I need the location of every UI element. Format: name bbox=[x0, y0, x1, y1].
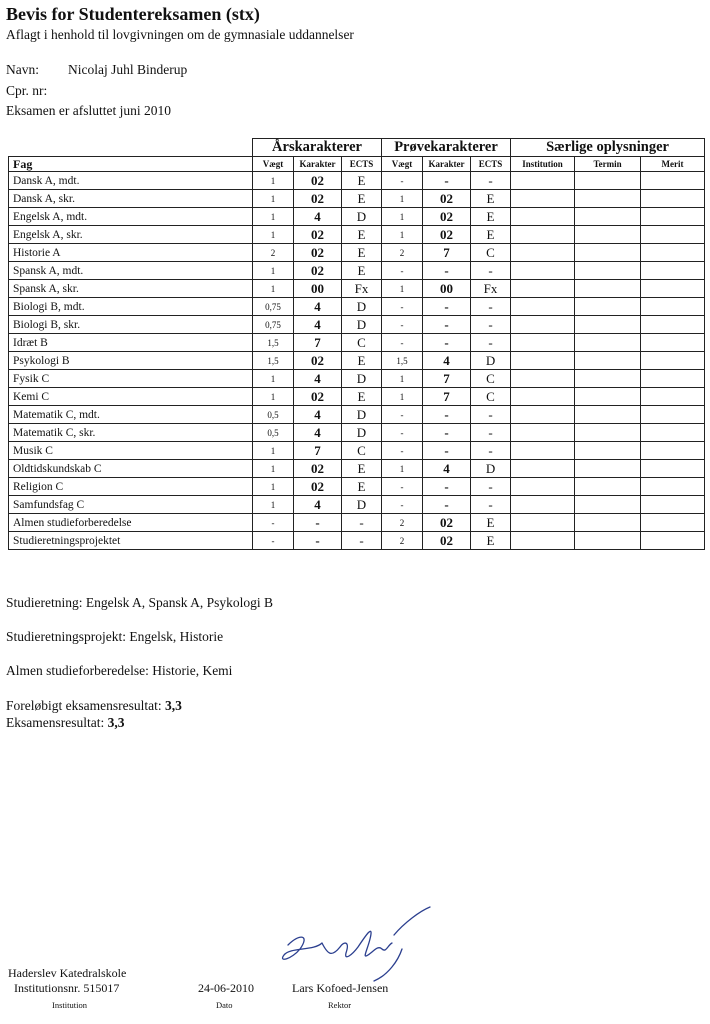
subject-cell: Samfundsfag C bbox=[9, 496, 253, 514]
subject-cell: Almen studieforberedelse bbox=[9, 514, 253, 532]
aars-karakter-cell: 7 bbox=[294, 442, 342, 460]
prove-ects-cell: - bbox=[471, 406, 511, 424]
name-label: Navn: bbox=[6, 62, 39, 77]
prove-karakter-cell: - bbox=[423, 172, 471, 190]
institution-cell bbox=[511, 496, 575, 514]
student-name-row bbox=[6, 62, 187, 78]
subject-cell: Fysik C bbox=[9, 370, 253, 388]
prove-karakter-cell: 02 bbox=[423, 208, 471, 226]
prove-karakter-cell: - bbox=[423, 424, 471, 442]
prove-karakter-cell: - bbox=[423, 442, 471, 460]
institution-cell bbox=[511, 190, 575, 208]
merit-cell bbox=[641, 352, 705, 370]
aars-ects-cell: - bbox=[342, 532, 382, 550]
prove-ects-cell: - bbox=[471, 478, 511, 496]
header-prove-vaegt: Vægt bbox=[382, 157, 423, 172]
aars-vaegt-cell: 1 bbox=[253, 478, 294, 496]
preliminary-result-value: 3,3 bbox=[164, 698, 182, 713]
aars-ects-cell: E bbox=[342, 388, 382, 406]
aars-karakter-cell: 02 bbox=[294, 460, 342, 478]
prove-karakter-cell: - bbox=[423, 496, 471, 514]
merit-cell bbox=[641, 172, 705, 190]
prove-vaegt-cell: - bbox=[382, 442, 423, 460]
table-row bbox=[9, 172, 705, 190]
termin-cell bbox=[575, 496, 641, 514]
date-value: 24-06-2010 bbox=[198, 981, 254, 995]
prove-ects-cell: - bbox=[471, 496, 511, 514]
aars-karakter-cell: 4 bbox=[294, 370, 342, 388]
header-prove-ects: ECTS bbox=[471, 157, 511, 172]
aars-karakter-cell: 4 bbox=[294, 496, 342, 514]
header-aars-vaegt: Vægt bbox=[253, 157, 294, 172]
aars-ects-cell: - bbox=[342, 514, 382, 532]
termin-cell bbox=[575, 190, 641, 208]
institution-cell bbox=[511, 208, 575, 226]
prove-ects-cell: E bbox=[471, 226, 511, 244]
institution-cell bbox=[511, 478, 575, 496]
institution-cell bbox=[511, 370, 575, 388]
rector-name: Lars Kofoed-Jensen bbox=[292, 981, 389, 995]
subject-cell: Engelsk A, skr. bbox=[9, 226, 253, 244]
studieretningsprojekt-note: Studieretningsprojekt: Engelsk, Historie bbox=[6, 629, 224, 644]
table-row bbox=[9, 208, 705, 226]
exam-result bbox=[6, 715, 124, 731]
subject-cell: Matematik C, mdt. bbox=[9, 406, 253, 424]
table-row bbox=[9, 262, 705, 280]
prove-vaegt-cell: 2 bbox=[382, 514, 423, 532]
prove-ects-cell: Fx bbox=[471, 280, 511, 298]
exam-result-label: Eksamensresultat: bbox=[6, 715, 105, 730]
merit-cell bbox=[641, 280, 705, 298]
table-row bbox=[9, 316, 705, 334]
subject-cell: Spansk A, mdt. bbox=[9, 262, 253, 280]
aars-vaegt-cell: 1 bbox=[253, 388, 294, 406]
merit-cell bbox=[641, 226, 705, 244]
aars-ects-cell: C bbox=[342, 334, 382, 352]
table-row bbox=[9, 388, 705, 406]
aars-vaegt-cell: - bbox=[253, 514, 294, 532]
institution-cell bbox=[511, 244, 575, 262]
institution-caption: Institution bbox=[52, 1000, 87, 1010]
institution-cell bbox=[511, 460, 575, 478]
aars-vaegt-cell: 1,5 bbox=[253, 352, 294, 370]
prove-vaegt-cell: 2 bbox=[382, 244, 423, 262]
subject-cell: Biologi B, skr. bbox=[9, 316, 253, 334]
merit-cell bbox=[641, 370, 705, 388]
table-row bbox=[9, 226, 705, 244]
institution-name: Haderslev Katedralskole bbox=[8, 966, 127, 980]
header-fag: Fag bbox=[9, 157, 253, 172]
almen-studieforberedelse-note: Almen studieforberedelse: Historie, Kemi bbox=[6, 663, 233, 678]
termin-cell bbox=[575, 280, 641, 298]
table-row bbox=[9, 190, 705, 208]
termin-cell bbox=[575, 478, 641, 496]
rector-caption: Rektor bbox=[328, 1000, 352, 1010]
aars-vaegt-cell: 0,75 bbox=[253, 316, 294, 334]
subject-cell: Dansk A, skr. bbox=[9, 190, 253, 208]
prove-vaegt-cell: - bbox=[382, 316, 423, 334]
prove-karakter-cell: 4 bbox=[423, 460, 471, 478]
termin-cell bbox=[575, 352, 641, 370]
prove-ects-cell: C bbox=[471, 388, 511, 406]
termin-cell bbox=[575, 334, 641, 352]
aars-vaegt-cell: 1 bbox=[253, 460, 294, 478]
aars-ects-cell: Fx bbox=[342, 280, 382, 298]
prove-karakter-cell: - bbox=[423, 316, 471, 334]
institution-cell bbox=[511, 406, 575, 424]
merit-cell bbox=[641, 316, 705, 334]
prove-ects-cell: D bbox=[471, 352, 511, 370]
prove-ects-cell: - bbox=[471, 334, 511, 352]
exam-result-value: 3,3 bbox=[107, 715, 125, 730]
institution-cell bbox=[511, 280, 575, 298]
prove-ects-cell: - bbox=[471, 316, 511, 334]
aars-ects-cell: C bbox=[342, 442, 382, 460]
termin-cell bbox=[575, 244, 641, 262]
table-row bbox=[9, 334, 705, 352]
aars-ects-cell: E bbox=[342, 226, 382, 244]
subject-cell: Biologi B, mdt. bbox=[9, 298, 253, 316]
prove-karakter-cell: - bbox=[423, 406, 471, 424]
aars-vaegt-cell: 2 bbox=[253, 244, 294, 262]
aars-karakter-cell: 02 bbox=[294, 244, 342, 262]
termin-cell bbox=[575, 514, 641, 532]
institution-number: Institutionsnr. 515017 bbox=[14, 981, 120, 995]
aars-vaegt-cell: 1 bbox=[253, 208, 294, 226]
institution-cell bbox=[511, 532, 575, 550]
aars-vaegt-cell: 0,5 bbox=[253, 424, 294, 442]
aars-karakter-cell: 4 bbox=[294, 208, 342, 226]
table-row bbox=[9, 442, 705, 460]
merit-cell bbox=[641, 334, 705, 352]
prove-karakter-cell: 02 bbox=[423, 514, 471, 532]
header-prove-karakter: Karakter bbox=[423, 157, 471, 172]
aars-ects-cell: E bbox=[342, 352, 382, 370]
prove-karakter-cell: 02 bbox=[423, 226, 471, 244]
prove-vaegt-cell: 1 bbox=[382, 460, 423, 478]
aars-karakter-cell: 02 bbox=[294, 388, 342, 406]
termin-cell bbox=[575, 532, 641, 550]
merit-cell bbox=[641, 424, 705, 442]
prove-karakter-cell: 7 bbox=[423, 244, 471, 262]
subject-cell: Religion C bbox=[9, 478, 253, 496]
merit-cell bbox=[641, 208, 705, 226]
aars-ects-cell: D bbox=[342, 370, 382, 388]
table-row bbox=[9, 514, 705, 532]
prove-karakter-cell: 02 bbox=[423, 190, 471, 208]
termin-cell bbox=[575, 424, 641, 442]
aars-karakter-cell: 02 bbox=[294, 262, 342, 280]
table-row bbox=[9, 496, 705, 514]
aars-karakter-cell: - bbox=[294, 514, 342, 532]
aars-karakter-cell: 02 bbox=[294, 226, 342, 244]
subject-cell: Kemi C bbox=[9, 388, 253, 406]
prove-ects-cell: - bbox=[471, 442, 511, 460]
aars-vaegt-cell: 1 bbox=[253, 190, 294, 208]
merit-cell bbox=[641, 442, 705, 460]
header-termin: Termin bbox=[575, 157, 641, 172]
aars-karakter-cell: 02 bbox=[294, 172, 342, 190]
subject-cell: Dansk A, mdt. bbox=[9, 172, 253, 190]
termin-cell bbox=[575, 388, 641, 406]
aars-vaegt-cell: 1 bbox=[253, 442, 294, 460]
institution-cell bbox=[511, 172, 575, 190]
exam-completed-text: Eksamen er afsluttet juni 2010 bbox=[6, 103, 171, 118]
aars-ects-cell: E bbox=[342, 262, 382, 280]
header-institution: Institution bbox=[511, 157, 575, 172]
merit-cell bbox=[641, 262, 705, 280]
merit-cell bbox=[641, 190, 705, 208]
table-row bbox=[9, 352, 705, 370]
prove-karakter-cell: 00 bbox=[423, 280, 471, 298]
aars-ects-cell: D bbox=[342, 424, 382, 442]
institution-cell bbox=[511, 424, 575, 442]
document-subtitle: Aflagt i henhold til lovgivningen om de gymnasiale uddannelser bbox=[6, 27, 354, 42]
institution-cell bbox=[511, 334, 575, 352]
prove-karakter-cell: - bbox=[423, 478, 471, 496]
merit-cell bbox=[641, 532, 705, 550]
aars-ects-cell: E bbox=[342, 172, 382, 190]
date-caption: Dato bbox=[216, 1000, 233, 1010]
prove-vaegt-cell: 1 bbox=[382, 370, 423, 388]
prove-ects-cell: - bbox=[471, 424, 511, 442]
prove-ects-cell: E bbox=[471, 208, 511, 226]
header-aars-ects: ECTS bbox=[342, 157, 382, 172]
group-saerlige-oplysninger: Særlige oplysninger bbox=[511, 139, 705, 157]
aars-vaegt-cell: - bbox=[253, 532, 294, 550]
prove-karakter-cell: 02 bbox=[423, 532, 471, 550]
header-merit: Merit bbox=[641, 157, 705, 172]
preliminary-result-label: Foreløbigt eksamensresultat: bbox=[6, 698, 162, 713]
grades-table bbox=[8, 138, 705, 550]
merit-cell bbox=[641, 496, 705, 514]
preliminary-result bbox=[6, 698, 182, 714]
termin-cell bbox=[575, 316, 641, 334]
header-aars-karakter: Karakter bbox=[294, 157, 342, 172]
aars-vaegt-cell: 0,5 bbox=[253, 406, 294, 424]
termin-cell bbox=[575, 262, 641, 280]
merit-cell bbox=[641, 388, 705, 406]
merit-cell bbox=[641, 298, 705, 316]
aars-ects-cell: D bbox=[342, 208, 382, 226]
aars-vaegt-cell: 1 bbox=[253, 226, 294, 244]
prove-karakter-cell: - bbox=[423, 262, 471, 280]
aars-vaegt-cell: 1 bbox=[253, 172, 294, 190]
table-row bbox=[9, 424, 705, 442]
subject-cell: Idræt B bbox=[9, 334, 253, 352]
aars-ects-cell: E bbox=[342, 460, 382, 478]
studieretning-note: Studieretning: Engelsk A, Spansk A, Psykologi B bbox=[6, 595, 274, 610]
aars-vaegt-cell: 1 bbox=[253, 280, 294, 298]
prove-ects-cell: - bbox=[471, 262, 511, 280]
institution-cell bbox=[511, 352, 575, 370]
prove-vaegt-cell: 1 bbox=[382, 190, 423, 208]
prove-karakter-cell: - bbox=[423, 298, 471, 316]
prove-ects-cell: - bbox=[471, 298, 511, 316]
aars-karakter-cell: 7 bbox=[294, 334, 342, 352]
table-row bbox=[9, 244, 705, 262]
prove-vaegt-cell: - bbox=[382, 334, 423, 352]
prove-ects-cell: E bbox=[471, 190, 511, 208]
prove-vaegt-cell: 1 bbox=[382, 280, 423, 298]
subject-cell: Oldtidskundskab C bbox=[9, 460, 253, 478]
table-row bbox=[9, 280, 705, 298]
prove-ects-cell: - bbox=[471, 172, 511, 190]
prove-karakter-cell: 4 bbox=[423, 352, 471, 370]
aars-vaegt-cell: 1 bbox=[253, 496, 294, 514]
termin-cell bbox=[575, 370, 641, 388]
aars-ects-cell: D bbox=[342, 316, 382, 334]
cpr-row bbox=[6, 83, 47, 99]
aars-ects-cell: E bbox=[342, 244, 382, 262]
document-title: Bevis for Studentereksamen (stx) bbox=[6, 4, 260, 24]
prove-vaegt-cell: - bbox=[382, 424, 423, 442]
prove-vaegt-cell: - bbox=[382, 172, 423, 190]
aars-karakter-cell: 4 bbox=[294, 424, 342, 442]
prove-ects-cell: C bbox=[471, 244, 511, 262]
group-provekarakterer: Prøvekarakterer bbox=[382, 139, 511, 157]
aars-ects-cell: D bbox=[342, 406, 382, 424]
table-row bbox=[9, 460, 705, 478]
prove-vaegt-cell: - bbox=[382, 406, 423, 424]
subject-cell: Matematik C, skr. bbox=[9, 424, 253, 442]
empty-corner bbox=[9, 139, 253, 157]
prove-vaegt-cell: - bbox=[382, 478, 423, 496]
rector-signature bbox=[270, 905, 440, 985]
prove-vaegt-cell: 2 bbox=[382, 532, 423, 550]
aars-karakter-cell: 02 bbox=[294, 352, 342, 370]
aars-ects-cell: D bbox=[342, 298, 382, 316]
aars-karakter-cell: 4 bbox=[294, 316, 342, 334]
institution-cell bbox=[511, 262, 575, 280]
termin-cell bbox=[575, 406, 641, 424]
prove-ects-cell: C bbox=[471, 370, 511, 388]
prove-karakter-cell: - bbox=[423, 334, 471, 352]
group-aarskarakterer: Årskarakterer bbox=[253, 139, 382, 157]
aars-karakter-cell: 4 bbox=[294, 406, 342, 424]
institution-cell bbox=[511, 388, 575, 406]
termin-cell bbox=[575, 172, 641, 190]
termin-cell bbox=[575, 442, 641, 460]
termin-cell bbox=[575, 460, 641, 478]
institution-cell bbox=[511, 226, 575, 244]
aars-karakter-cell: - bbox=[294, 532, 342, 550]
table-row bbox=[9, 478, 705, 496]
prove-ects-cell: E bbox=[471, 532, 511, 550]
termin-cell bbox=[575, 226, 641, 244]
table-row bbox=[9, 406, 705, 424]
merit-cell bbox=[641, 460, 705, 478]
cpr-label: Cpr. nr: bbox=[6, 83, 48, 98]
subject-cell: Engelsk A, mdt. bbox=[9, 208, 253, 226]
aars-ects-cell: E bbox=[342, 478, 382, 496]
prove-karakter-cell: 7 bbox=[423, 370, 471, 388]
table-row bbox=[9, 298, 705, 316]
aars-vaegt-cell: 1,5 bbox=[253, 334, 294, 352]
prove-vaegt-cell: 1 bbox=[382, 208, 423, 226]
subject-cell: Spansk A, skr. bbox=[9, 280, 253, 298]
institution-cell bbox=[511, 514, 575, 532]
prove-ects-cell: E bbox=[471, 514, 511, 532]
prove-vaegt-cell: 1 bbox=[382, 388, 423, 406]
prove-ects-cell: D bbox=[471, 460, 511, 478]
prove-vaegt-cell: 1,5 bbox=[382, 352, 423, 370]
institution-cell bbox=[511, 316, 575, 334]
merit-cell bbox=[641, 244, 705, 262]
termin-cell bbox=[575, 298, 641, 316]
aars-karakter-cell: 00 bbox=[294, 280, 342, 298]
termin-cell bbox=[575, 208, 641, 226]
aars-karakter-cell: 02 bbox=[294, 478, 342, 496]
table-row bbox=[9, 370, 705, 388]
aars-vaegt-cell: 1 bbox=[253, 370, 294, 388]
institution-cell bbox=[511, 298, 575, 316]
aars-ects-cell: D bbox=[342, 496, 382, 514]
merit-cell bbox=[641, 514, 705, 532]
merit-cell bbox=[641, 478, 705, 496]
aars-vaegt-cell: 1 bbox=[253, 262, 294, 280]
subject-cell: Musik C bbox=[9, 442, 253, 460]
table-row bbox=[9, 532, 705, 550]
prove-vaegt-cell: - bbox=[382, 496, 423, 514]
prove-vaegt-cell: - bbox=[382, 298, 423, 316]
subject-cell: Historie A bbox=[9, 244, 253, 262]
subject-cell: Psykologi B bbox=[9, 352, 253, 370]
student-name: Nicolaj Juhl Binderup bbox=[68, 62, 188, 77]
aars-vaegt-cell: 0,75 bbox=[253, 298, 294, 316]
institution-cell bbox=[511, 442, 575, 460]
merit-cell bbox=[641, 406, 705, 424]
subject-cell: Studieretningsprojektet bbox=[9, 532, 253, 550]
aars-ects-cell: E bbox=[342, 190, 382, 208]
aars-karakter-cell: 02 bbox=[294, 190, 342, 208]
prove-vaegt-cell: - bbox=[382, 262, 423, 280]
prove-karakter-cell: 7 bbox=[423, 388, 471, 406]
prove-vaegt-cell: 1 bbox=[382, 226, 423, 244]
aars-karakter-cell: 4 bbox=[294, 298, 342, 316]
